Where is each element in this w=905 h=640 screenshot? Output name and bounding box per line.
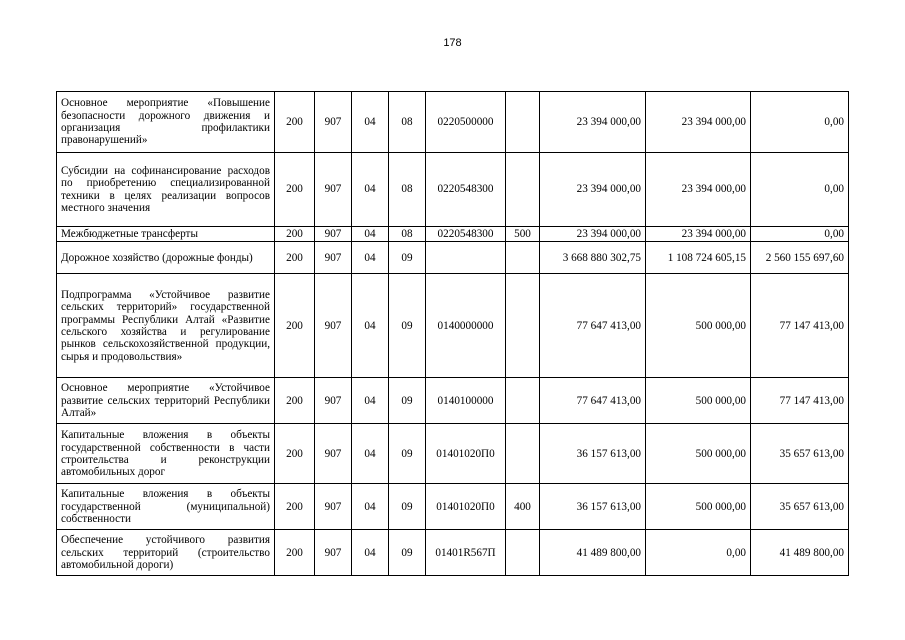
cell-col3: 04 [352,484,389,530]
cell-col3: 04 [352,227,389,242]
cell-col8: 500 000,00 [646,424,751,484]
cell-col6 [506,530,540,576]
cell-col7: 36 157 613,00 [540,424,646,484]
row-name: Основное мероприятие «Устойчивое развитие сельских территорий Республики Алтай» [57,378,275,424]
cell-col9: 35 657 613,00 [751,424,849,484]
cell-col8: 23 394 000,00 [646,153,751,227]
cell-col8: 1 108 724 605,15 [646,242,751,274]
cell-col5 [426,242,506,274]
cell-col8: 500 000,00 [646,274,751,378]
budget-table [56,91,849,576]
cell-col3: 04 [352,242,389,274]
row-name: Капитальные вложения в объекты государственной (муниципальной) собственности [57,484,275,530]
cell-col5: 0140100000 [426,378,506,424]
cell-col9: 0,00 [751,92,849,153]
page-number: 178 [443,37,462,49]
row-name: Капитальные вложения в объекты государственной собственности в части строительства и реконструкции автомобильных дорог [57,424,275,484]
budget-table-body [57,92,849,576]
row-name: Обеспечение устойчивого развития сельских территорий (строительство автомобильной дороги) [57,530,275,576]
cell-col7: 77 647 413,00 [540,378,646,424]
cell-col3: 04 [352,153,389,227]
cell-col7: 23 394 000,00 [540,227,646,242]
cell-col3: 04 [352,274,389,378]
row-name: Субсидии на софинансирование расходов по приобретению специализированной техники в целях реализации вопросов местного значения [57,153,275,227]
table-row [57,227,849,242]
cell-col8: 500 000,00 [646,378,751,424]
cell-col1: 200 [275,424,315,484]
cell-col2: 907 [315,424,352,484]
table-row [57,424,849,484]
cell-col1: 200 [275,153,315,227]
cell-col4: 09 [389,378,426,424]
cell-col5: 0220548300 [426,227,506,242]
table-row [57,153,849,227]
row-name: Подпрограмма «Устойчивое развитие сельских территорий» государственной программы Республики Алтай «Развитие сельского хозяйства и регулирование рынков сельскохозяйственной продукции, сырья и продовольствия» [57,274,275,378]
cell-col2: 907 [315,530,352,576]
cell-col2: 907 [315,378,352,424]
cell-col2: 907 [315,227,352,242]
cell-col5: 0220548300 [426,153,506,227]
table-row [57,274,849,378]
cell-col4: 08 [389,92,426,153]
cell-col6 [506,424,540,484]
cell-col2: 907 [315,153,352,227]
cell-col1: 200 [275,378,315,424]
cell-col1: 200 [275,530,315,576]
cell-col4: 08 [389,227,426,242]
cell-col1: 200 [275,227,315,242]
cell-col8: 23 394 000,00 [646,92,751,153]
row-name: Межбюджетные трансферты [57,227,275,242]
cell-col6 [506,378,540,424]
cell-col3: 04 [352,378,389,424]
cell-col1: 200 [275,274,315,378]
cell-col5: 01401R567П [426,530,506,576]
table-row [57,378,849,424]
table-row [57,484,849,530]
cell-col1: 200 [275,242,315,274]
cell-col7: 36 157 613,00 [540,484,646,530]
cell-col7: 23 394 000,00 [540,92,646,153]
cell-col1: 200 [275,92,315,153]
cell-col2: 907 [315,484,352,530]
cell-col4: 09 [389,274,426,378]
cell-col9: 41 489 800,00 [751,530,849,576]
cell-col6 [506,92,540,153]
table-row [57,242,849,274]
cell-col8: 23 394 000,00 [646,227,751,242]
cell-col4: 09 [389,530,426,576]
cell-col6: 400 [506,484,540,530]
table-row [57,530,849,576]
cell-col3: 04 [352,92,389,153]
cell-col5: 01401020П0 [426,484,506,530]
cell-col6 [506,274,540,378]
cell-col9: 0,00 [751,227,849,242]
cell-col6 [506,153,540,227]
cell-col7: 23 394 000,00 [540,153,646,227]
row-name: Основное мероприятие «Повышение безопасности дорожного движения и организация профилактики правонарушений» [57,92,275,153]
cell-col9: 77 147 413,00 [751,378,849,424]
cell-col9: 0,00 [751,153,849,227]
table-row [57,92,849,153]
cell-col9: 77 147 413,00 [751,274,849,378]
cell-col7: 41 489 800,00 [540,530,646,576]
cell-col7: 3 668 880 302,75 [540,242,646,274]
cell-col5: 0220500000 [426,92,506,153]
cell-col6: 500 [506,227,540,242]
cell-col4: 09 [389,242,426,274]
cell-col8: 500 000,00 [646,484,751,530]
cell-col1: 200 [275,484,315,530]
cell-col4: 09 [389,484,426,530]
cell-col5: 01401020П0 [426,424,506,484]
cell-col2: 907 [315,242,352,274]
cell-col5: 0140000000 [426,274,506,378]
cell-col9: 35 657 613,00 [751,484,849,530]
cell-col3: 04 [352,530,389,576]
cell-col2: 907 [315,92,352,153]
cell-col4: 09 [389,424,426,484]
cell-col3: 04 [352,424,389,484]
cell-col9: 2 560 155 697,60 [751,242,849,274]
cell-col6 [506,242,540,274]
row-name: Дорожное хозяйство (дорожные фонды) [57,242,275,274]
cell-col2: 907 [315,274,352,378]
cell-col4: 08 [389,153,426,227]
cell-col8: 0,00 [646,530,751,576]
cell-col7: 77 647 413,00 [540,274,646,378]
